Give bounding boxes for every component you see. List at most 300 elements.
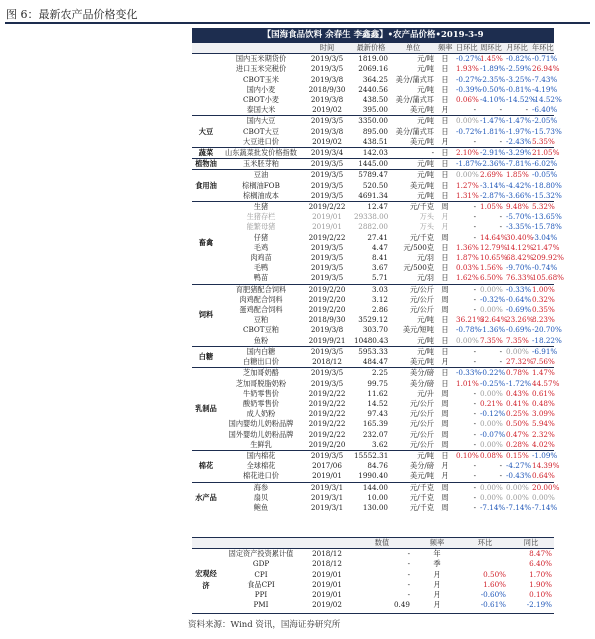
col-time: 时间	[302, 43, 352, 54]
item-freq: 日	[441, 315, 449, 325]
item-name: 国内婴幼儿奶粉品牌	[228, 419, 294, 429]
item-dod: -0.72%	[456, 126, 482, 136]
item-price: 438.50	[362, 95, 388, 105]
table-row	[192, 127, 554, 137]
item-yoy: -15.32%	[532, 190, 562, 200]
item-wow: 10.65%	[480, 253, 508, 263]
item-date: 2017/06	[312, 461, 342, 471]
item-unit: 美分/磅	[410, 378, 434, 388]
item-yoy: -18.80%	[532, 180, 562, 190]
item-unit: 元/公斤	[410, 439, 434, 449]
source-note: 资料来源：Wind 资讯，国海证券研究所	[188, 620, 341, 630]
macro-freq: 月	[433, 600, 441, 610]
item-date: 2019/01	[312, 222, 342, 232]
item-unit: 元/千克	[390, 202, 436, 213]
item-unit: 元/公斤	[410, 305, 434, 315]
item-wow: -1.81%	[480, 126, 506, 136]
item-dod: -	[473, 461, 476, 471]
item-mom: 0.28%	[506, 439, 529, 449]
macro-yoy: 1.70%	[529, 569, 552, 579]
item-mom: 76.33%	[506, 273, 534, 283]
col-freq: 频率	[438, 43, 453, 52]
item-name: 能繁母猪	[246, 222, 276, 232]
item-price: 395.00	[362, 105, 388, 115]
item-price: 12.47	[352, 202, 390, 213]
table-row	[192, 263, 554, 273]
item-unit: 美分/磅	[390, 368, 436, 379]
item-name: 育肥猪配合饲料	[220, 284, 302, 295]
item-mom: -3.29%	[506, 148, 532, 158]
item-name: 生猪存栏	[246, 212, 276, 222]
item-name: 蛋鸡配合饲料	[239, 305, 283, 315]
item-dod: -	[473, 305, 476, 315]
item-mom: 0.00%	[506, 482, 529, 492]
item-name: 玉米胚芽粕	[220, 159, 302, 170]
table-row	[192, 379, 554, 389]
item-freq: 日	[441, 95, 449, 105]
item-date: 2019/3/1	[310, 492, 344, 502]
item-unit: 元/公斤	[410, 429, 434, 439]
table-row	[192, 336, 554, 347]
item-freq: 周	[441, 502, 449, 512]
item-date: 2019/3/5	[302, 450, 352, 461]
table-row	[192, 222, 554, 232]
item-dod: 1.36%	[456, 242, 479, 252]
macro-mom: -0.60%	[480, 590, 506, 600]
item-wow: -0.12%	[480, 409, 506, 419]
item-date: 2019/3/5	[310, 64, 344, 74]
item-price: 484.47	[362, 357, 388, 367]
item-dod: -1.87%	[456, 159, 482, 169]
table-row	[192, 503, 554, 513]
item-mom: 27.32%	[506, 357, 534, 367]
col-price: 最新价格	[352, 43, 390, 54]
item-mom: -9.70%	[506, 263, 532, 273]
item-price: 165.39	[362, 419, 388, 429]
item-mom: -	[525, 105, 528, 115]
macro-row	[192, 549, 554, 560]
item-price: 27.41	[367, 232, 388, 242]
item-dod: -	[473, 212, 476, 222]
item-wow: -3.14%	[480, 180, 506, 190]
item-mom: 0.00%	[506, 346, 529, 356]
table-row	[192, 389, 554, 399]
item-yoy: 14.39%	[532, 461, 560, 471]
item-freq: 周	[436, 202, 454, 213]
table-row	[192, 253, 554, 263]
item-mom: 0.00%	[506, 492, 529, 502]
item-yoy: 20.00%	[532, 482, 560, 492]
item-wow: -7.14%	[480, 502, 506, 512]
item-price: 5.71	[371, 273, 388, 283]
item-mom: 7.35%	[506, 335, 529, 345]
item-yoy: -0.74%	[532, 263, 558, 273]
item-dod: -	[473, 429, 476, 439]
item-freq: 日	[436, 450, 454, 461]
item-yoy: -0.71%	[532, 54, 558, 64]
item-yoy: 2.32%	[532, 429, 555, 439]
item-mom: 0.50%	[506, 419, 529, 429]
item-freq: 周	[441, 388, 449, 398]
item-yoy: 26.94%	[532, 64, 560, 74]
item-price: 14.52	[367, 398, 388, 408]
macro-value: -	[407, 590, 410, 600]
figure-title: 图 6：最新农产品价格变化	[6, 8, 138, 21]
item-wow: -2.91%	[480, 148, 506, 158]
item-mom: 1.85%	[506, 170, 529, 180]
item-price: 3.12	[371, 294, 388, 304]
category-label: 植物油	[192, 159, 220, 170]
item-dod: 2.10%	[456, 148, 479, 158]
item-price: 3.03	[352, 284, 390, 295]
item-dod: 36.21%	[456, 315, 484, 325]
item-dod: -	[473, 136, 476, 146]
item-name: 扇贝	[253, 492, 269, 502]
item-unit: 美元/吨	[410, 357, 434, 367]
item-date: 2019/02	[312, 136, 342, 146]
table-row	[192, 295, 554, 305]
item-date: 2019/02	[312, 105, 342, 115]
item-price: 29338.00	[354, 212, 389, 222]
item-freq: 日	[436, 170, 454, 181]
item-wow: 0.21%	[480, 398, 503, 408]
item-dod: -	[473, 439, 476, 449]
table-row	[192, 170, 554, 181]
item-yoy: 5.94%	[532, 419, 555, 429]
item-dod: -	[473, 222, 476, 232]
item-date: 2019/2/20	[308, 294, 346, 304]
item-unit: 元/吨	[390, 170, 436, 181]
item-freq: 月	[441, 136, 449, 146]
item-wow: -1.47%	[480, 116, 506, 126]
item-wow: -2.35%	[480, 74, 506, 84]
item-wow: 0.00%	[480, 492, 503, 502]
item-freq: 日	[436, 159, 454, 170]
item-yoy: 5.35%	[532, 136, 555, 146]
item-wow: 6.50%	[480, 273, 503, 283]
macro-date: 2019/01	[312, 579, 342, 589]
item-date: 2019/3/5	[302, 54, 352, 65]
item-yoy: -18.22%	[532, 335, 562, 345]
item-freq: 日	[441, 126, 449, 136]
item-freq: 日	[441, 84, 449, 94]
item-date: 2019/2/22	[308, 419, 346, 429]
item-freq: 月	[441, 471, 449, 481]
macro-mom: 1.60%	[483, 579, 506, 589]
item-name: 白糖出口价	[243, 357, 279, 367]
item-yoy: -7.43%	[532, 74, 558, 84]
item-freq: 周	[436, 284, 454, 295]
item-name: 国内白糖	[220, 346, 302, 357]
item-wow: -	[499, 471, 502, 481]
item-freq: 周	[441, 419, 449, 429]
item-wow: 0.08%	[480, 450, 503, 460]
item-mom: -7.14%	[506, 502, 532, 512]
macro-name: GDP	[252, 559, 270, 569]
item-mom: 14.12%	[506, 242, 534, 252]
item-date: 2019/3/8	[310, 126, 344, 136]
category-label: 蔬菜	[192, 148, 220, 159]
macro-mom	[462, 549, 508, 560]
item-date: 2019/3/8	[310, 74, 344, 84]
table-row	[192, 305, 554, 315]
item-name: 山东蔬菜批发价格指数	[220, 148, 302, 159]
macro-name: CPI	[254, 569, 268, 579]
macro-category-label: 宏观经济	[195, 568, 217, 590]
item-yoy: 0.35%	[532, 305, 555, 315]
category-label: 水产品	[192, 482, 220, 513]
item-wow: -	[499, 357, 502, 367]
item-dod: -	[473, 388, 476, 398]
item-freq: 日	[441, 325, 449, 335]
item-dod: -	[473, 419, 476, 429]
item-mom: -3.25%	[506, 74, 532, 84]
item-price: 10480.43	[354, 335, 389, 345]
item-dod: -0.27%	[456, 74, 482, 84]
item-date: 2019/2/22	[308, 388, 346, 398]
item-name: 海参	[220, 482, 302, 493]
item-name: 国内小麦	[246, 84, 276, 94]
item-date: 2019/2/22	[308, 232, 346, 242]
item-unit: 元/吨	[390, 116, 436, 127]
item-name: 生鲜乳	[250, 439, 272, 449]
item-freq: 日	[441, 273, 449, 283]
item-yoy: -15.73%	[532, 126, 562, 136]
item-mom: 68.42%	[506, 253, 534, 263]
item-name: 酸奶零售价	[243, 398, 279, 408]
item-unit: 元/公斤	[410, 294, 434, 304]
table-row	[192, 368, 554, 379]
item-dod: -	[454, 482, 478, 493]
item-mom: -0.69%	[506, 305, 532, 315]
item-name: CBOT玉米	[243, 74, 279, 84]
item-date: 2019/2/22	[308, 429, 346, 439]
column-header-row	[192, 43, 554, 54]
item-mom: -1.47%	[506, 116, 532, 126]
item-yoy: -6.02%	[532, 159, 558, 169]
item-freq: 日	[441, 263, 449, 273]
item-date: 2019/3/5	[302, 170, 352, 181]
item-dod: -	[473, 471, 476, 481]
item-unit: 元/公斤	[390, 284, 436, 295]
item-freq: 月	[441, 212, 449, 222]
item-unit: 万头	[419, 212, 434, 222]
item-yoy: -13.65%	[532, 212, 562, 222]
item-name: 肉鸡配合饲料	[239, 294, 283, 304]
macro-freq: 月	[433, 579, 441, 589]
macro-name: 固定资产投资累计值	[228, 549, 294, 559]
macro-freq: 月	[433, 569, 441, 579]
item-price: 1819.00	[352, 54, 390, 65]
item-wow: 0.00%	[480, 439, 503, 449]
table-row	[192, 471, 554, 482]
table-row	[192, 95, 554, 105]
item-yoy: -1.09%	[532, 450, 558, 460]
item-date: 2019/3/1	[302, 482, 352, 493]
item-mom: 0.25%	[506, 409, 529, 419]
item-mom: -0.64%	[506, 294, 532, 304]
item-name: 鱼粉	[253, 335, 269, 345]
item-price: 895.00	[362, 126, 388, 136]
table-row	[192, 233, 554, 243]
item-price: 232.07	[362, 429, 388, 439]
item-yoy: -0.05%	[532, 170, 558, 180]
category-label: 棉花	[192, 450, 220, 482]
title-rule	[5, 22, 590, 24]
item-price: 438.51	[362, 136, 388, 146]
item-unit: 元/吨	[417, 84, 434, 94]
macro-mom	[462, 559, 508, 569]
item-unit: 元/吨	[390, 346, 436, 357]
macro-col-freq: 频率	[412, 538, 462, 549]
item-mom: -14.52%	[506, 95, 536, 105]
item-freq: 日	[441, 335, 449, 345]
item-mom: -1.72%	[506, 378, 532, 388]
item-unit: 元/吨	[417, 190, 434, 200]
macro-row	[192, 590, 554, 600]
item-dod: -	[454, 284, 478, 295]
item-mom: -3.66%	[506, 190, 532, 200]
item-yoy: -7.14%	[532, 502, 558, 512]
item-mom: -0.43%	[506, 471, 532, 481]
item-unit: 元/千克	[410, 232, 434, 242]
macro-value: -	[407, 549, 410, 559]
macro-yoy: 8.47%	[529, 549, 552, 559]
item-wow: 1.56%	[480, 263, 503, 273]
item-wow: -1.36%	[480, 325, 506, 335]
category-label: 畜禽	[192, 202, 220, 285]
category-label: 饲料	[192, 284, 220, 346]
item-wow: -	[478, 346, 504, 357]
item-unit: 美分/蒲式耳	[395, 95, 434, 105]
macro-value: 0.49	[393, 600, 410, 610]
col-dod: 日环比	[456, 43, 478, 52]
item-freq: 日	[436, 368, 454, 379]
item-dod: 1.93%	[456, 64, 479, 74]
item-freq: 周	[441, 492, 449, 502]
item-mom: -0.81%	[506, 84, 532, 94]
item-freq: 日	[441, 190, 449, 200]
item-name: 国内玉米期货价	[220, 54, 302, 65]
item-date: 2019/3/1	[310, 502, 344, 512]
item-unit: 美分/蒲式耳	[395, 126, 434, 136]
item-unit: 元/公斤	[410, 409, 434, 419]
item-yoy: -4.19%	[532, 84, 558, 94]
item-name: 牛奶零售价	[243, 388, 279, 398]
item-unit: 美元/吨	[410, 180, 434, 190]
item-price: 1445.00	[352, 159, 390, 170]
item-yoy: 0.64%	[532, 471, 555, 481]
macro-yoy: 1.90%	[529, 579, 552, 589]
item-freq: 周	[441, 439, 449, 449]
table-row	[192, 399, 554, 409]
item-yoy: 0.32%	[532, 294, 555, 304]
item-wow: -2.36%	[480, 159, 506, 169]
item-unit: 元/吨	[417, 315, 434, 325]
item-dod: 0.00%	[456, 170, 479, 180]
item-unit: 元/千克	[410, 502, 434, 512]
item-wow: 7.35%	[480, 335, 503, 345]
item-yoy: -6.40%	[532, 105, 558, 115]
item-unit: 元/吨	[390, 450, 436, 461]
item-yoy: 0.61%	[532, 388, 555, 398]
item-yoy: 105.68%	[532, 273, 564, 283]
category-label: 大豆	[192, 116, 220, 148]
table-row	[192, 461, 554, 471]
macro-value: -	[407, 569, 410, 579]
item-wow: -0.50%	[480, 84, 506, 94]
item-date: 2019/2/20	[308, 439, 346, 449]
item-mom: 9.48%	[506, 202, 529, 212]
item-dod: -	[473, 492, 476, 502]
item-price: 2.86	[371, 305, 388, 315]
item-unit: 元/千克	[410, 492, 434, 502]
macro-freq: 年	[433, 549, 441, 559]
item-dod: 1.31%	[456, 190, 479, 200]
item-name: 豆油	[220, 170, 302, 181]
item-yoy: 3.09%	[532, 409, 555, 419]
item-dod: 1.87%	[456, 253, 479, 263]
macro-header-row	[192, 538, 554, 549]
macro-table	[192, 537, 554, 610]
item-mom: -5.70%	[506, 212, 532, 222]
item-yoy: 4.02%	[532, 439, 555, 449]
item-dod: -	[473, 357, 476, 367]
item-freq: 日	[436, 116, 454, 127]
item-unit: 元/吨	[417, 335, 434, 345]
item-wow: -	[499, 222, 502, 232]
item-unit: -	[390, 148, 436, 159]
item-freq: 周	[441, 305, 449, 315]
item-yoy: 1.00%	[532, 284, 555, 294]
macro-date: 2019/02	[312, 600, 342, 610]
item-wow: -1.89%	[480, 64, 506, 74]
item-name: 鲍鱼	[253, 502, 269, 512]
item-yoy: -2.05%	[532, 116, 558, 126]
macro-col-value: 数值	[352, 538, 412, 549]
item-date: 2018/12	[312, 357, 342, 367]
item-mom: -7.81%	[506, 159, 532, 169]
macro-yoy: -2.19%	[526, 600, 552, 610]
item-freq: 日	[436, 54, 454, 65]
macro-date: 2019/01	[312, 590, 342, 600]
table-row	[192, 346, 554, 357]
item-freq: 日	[436, 148, 454, 159]
item-mom: 0.15%	[506, 450, 529, 460]
col-yoy: 年环比	[532, 43, 554, 52]
table-row	[192, 284, 554, 295]
item-mom: 23.26%	[506, 315, 534, 325]
item-wow: 1.45%	[480, 54, 503, 64]
item-price: 520.50	[362, 180, 388, 190]
item-price: 15552.31	[354, 450, 389, 460]
table-row	[192, 116, 554, 127]
item-yoy: 0.00%	[532, 492, 555, 502]
item-wow: 12.79%	[480, 242, 508, 252]
item-dod: -0.78%	[456, 325, 482, 335]
item-wow: 0.00%	[480, 482, 503, 492]
table-row	[192, 450, 554, 461]
item-dod: -0.33%	[456, 368, 482, 378]
item-date: 2019/3/5	[310, 190, 344, 200]
item-date: 2019/3/5	[310, 263, 344, 273]
item-dod: -	[473, 294, 476, 304]
item-name: 成人奶粉	[246, 409, 276, 419]
macro-date: 2018/12	[312, 559, 342, 569]
item-freq: 日	[436, 346, 454, 357]
item-name: 泰国大米	[246, 105, 276, 115]
category-label	[192, 54, 220, 116]
